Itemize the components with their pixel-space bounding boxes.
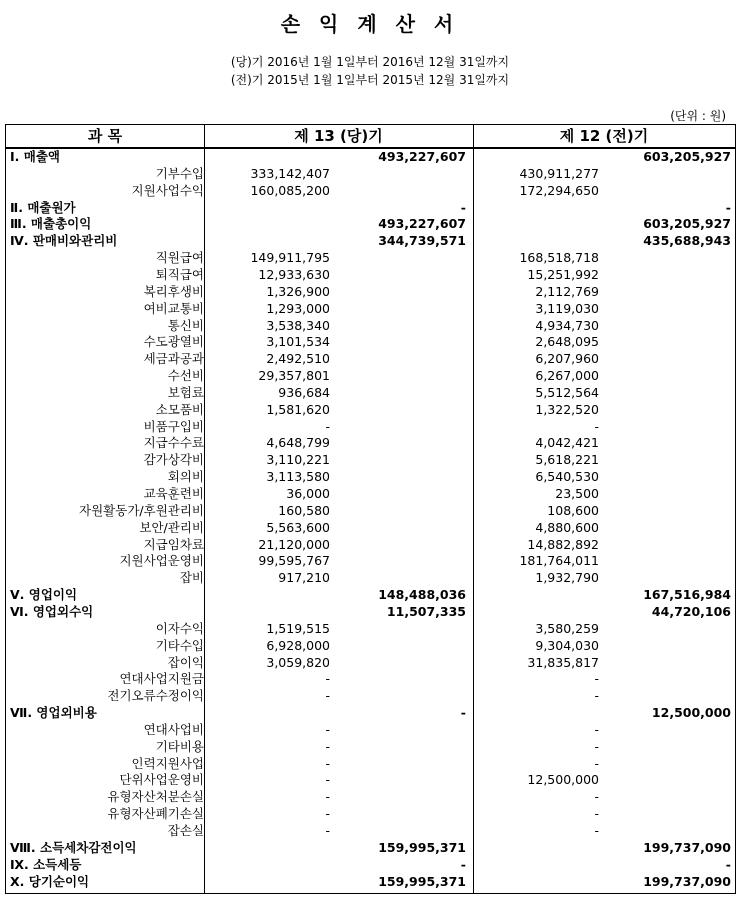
- prior-detail-amount: 1,932,790: [535, 570, 599, 586]
- account-item: 잡이익: [167, 654, 204, 670]
- current-detail-amount: -: [325, 789, 330, 805]
- prior-detail-amount: -: [594, 806, 599, 822]
- table-row: [6, 183, 735, 200]
- table-row: [6, 301, 735, 318]
- account-section: Ⅷ. 소득세차감전이익: [10, 839, 137, 855]
- current-total-amount: 11,507,335: [386, 603, 466, 619]
- prior-detail-amount: 168,518,718: [519, 250, 599, 266]
- account-item: 유형자산폐기손실: [107, 806, 204, 822]
- account-item: 보험료: [167, 384, 204, 400]
- current-detail-amount: -: [325, 721, 330, 737]
- table-row: [6, 486, 735, 503]
- current-detail-amount: 99,595,767: [258, 553, 330, 569]
- table-row: [6, 570, 735, 587]
- account-item: 자원활동가/후원관리비: [79, 502, 204, 518]
- account-item: 감가상각비: [143, 452, 204, 468]
- table-row: [6, 368, 735, 385]
- prior-detail-amount: 2,648,095: [535, 334, 599, 350]
- account-item: 교육훈련비: [143, 486, 204, 501]
- current-total-amount: 148,488,036: [378, 587, 466, 603]
- current-detail-amount: 12,933,630: [258, 266, 330, 282]
- period-current: (당)기 2016년 1월 1일부터 2016년 12월 31일까지: [230, 55, 510, 69]
- header-current-period: 제 13 (당)기: [294, 127, 383, 145]
- account-item: 잡비: [179, 570, 204, 586]
- current-detail-amount: 1,293,000: [266, 300, 330, 316]
- prior-detail-amount: 4,880,600: [535, 519, 599, 535]
- account-item: 직원급여: [155, 250, 204, 266]
- prior-total-amount: 44,720,106: [651, 603, 731, 619]
- table-row: [6, 402, 735, 419]
- account-item: 비품구입비: [143, 418, 204, 434]
- table-row: [6, 216, 735, 233]
- account-section: Ⅴ. 영업이익: [10, 587, 78, 603]
- current-detail-amount: 2,492,510: [266, 351, 330, 367]
- current-total-amount: 493,227,607: [378, 149, 466, 164]
- table-row: [6, 638, 735, 655]
- prior-total-amount: 603,205,927: [643, 216, 731, 232]
- account-item: 연대사업비: [143, 721, 204, 737]
- statement-title: 손 익 계 산 서: [280, 12, 460, 36]
- header-prior-period: 제 12 (전)기: [559, 127, 649, 145]
- account-item: 지급수수료: [143, 435, 204, 451]
- current-detail-amount: 1,581,620: [266, 401, 330, 417]
- prior-total-amount: 435,688,943: [643, 233, 731, 249]
- account-section: Ⅵ. 영업외수익: [10, 603, 94, 619]
- prior-detail-amount: 12,500,000: [527, 772, 599, 788]
- account-item: 보안/관리비: [139, 519, 204, 535]
- current-total-amount: 159,995,371: [378, 839, 466, 855]
- table-row: [6, 318, 735, 335]
- account-item: 세금과공과: [143, 351, 204, 367]
- current-total-amount: 344,739,571: [378, 233, 466, 249]
- account-item: 퇴직급여: [155, 266, 204, 282]
- table-row: [6, 351, 735, 368]
- current-detail-amount: -: [325, 418, 330, 434]
- table-row: [6, 452, 735, 469]
- current-detail-amount: -: [325, 671, 330, 687]
- current-detail-amount: 160,085,200: [250, 182, 330, 198]
- table-row: [6, 840, 735, 857]
- table-row: [6, 874, 735, 891]
- table-row: [6, 520, 735, 537]
- current-detail-amount: -: [325, 806, 330, 822]
- table-row: [6, 739, 735, 756]
- prior-detail-amount: 172,294,650: [519, 182, 599, 198]
- prior-detail-amount: -: [594, 755, 599, 771]
- account-item: 유형자산처분손실: [107, 789, 204, 805]
- table-row: [6, 857, 735, 874]
- current-detail-amount: -: [325, 772, 330, 788]
- table-row: [6, 503, 735, 520]
- prior-detail-amount: 9,304,030: [535, 637, 599, 653]
- account-item: 전기오류수정이익: [107, 688, 204, 704]
- current-detail-amount: 5,563,600: [266, 519, 330, 535]
- account-item: 수도광열비: [143, 334, 204, 350]
- header-account: 과 목: [87, 127, 123, 145]
- table-row: [6, 469, 735, 486]
- current-detail-amount: -: [325, 755, 330, 771]
- table-row: [6, 166, 735, 183]
- unit-label: (단위 : 원): [670, 109, 726, 123]
- prior-detail-amount: 23,500: [555, 486, 599, 501]
- prior-detail-amount: 3,119,030: [535, 300, 599, 316]
- current-total-amount: -: [460, 856, 466, 872]
- table-row: [6, 334, 735, 351]
- prior-detail-amount: 181,764,011: [519, 553, 599, 569]
- prior-total-amount: 199,737,090: [643, 839, 731, 855]
- current-detail-amount: 3,538,340: [266, 317, 330, 333]
- prior-detail-amount: -: [594, 823, 599, 838]
- current-detail-amount: 917,210: [278, 570, 330, 586]
- current-total-amount: -: [460, 199, 466, 215]
- table-row: [6, 806, 735, 823]
- period-prior: (전)기 2015년 1월 1일부터 2015년 12월 31일까지: [230, 73, 510, 87]
- current-detail-amount: 21,120,000: [258, 536, 330, 552]
- current-detail-amount: 36,000: [286, 486, 330, 501]
- current-detail-amount: -: [325, 823, 330, 838]
- account-item: 연대사업지원금: [119, 671, 204, 687]
- current-detail-amount: 160,580: [278, 502, 330, 518]
- current-detail-amount: 29,357,801: [258, 368, 330, 384]
- current-total-amount: 493,227,607: [378, 216, 466, 232]
- account-section: Ⅶ. 영업외비용: [10, 705, 97, 721]
- account-section: Ⅹ. 당기순이익: [10, 873, 90, 889]
- prior-detail-amount: 4,934,730: [535, 317, 599, 333]
- table-row: [6, 284, 735, 301]
- table-row: [6, 604, 735, 621]
- prior-detail-amount: -: [594, 789, 599, 805]
- current-detail-amount: -: [325, 738, 330, 754]
- prior-detail-amount: 14,882,892: [527, 536, 599, 552]
- table-row: [6, 671, 735, 688]
- prior-detail-amount: -: [594, 671, 599, 687]
- current-total-amount: 159,995,371: [378, 873, 466, 889]
- prior-total-amount: -: [725, 856, 731, 872]
- prior-detail-amount: -: [594, 688, 599, 704]
- current-detail-amount: 149,911,795: [250, 250, 330, 266]
- table-row: [6, 655, 735, 672]
- account-item: 기타비용: [155, 738, 204, 754]
- table-row: [6, 688, 735, 705]
- account-item: 기타수입: [155, 637, 204, 653]
- account-item: 잡손실: [167, 823, 204, 838]
- table-row: [6, 537, 735, 554]
- prior-detail-amount: -: [594, 418, 599, 434]
- account-item: 회의비: [167, 469, 204, 485]
- current-detail-amount: 3,113,580: [266, 469, 330, 485]
- prior-detail-amount: -: [594, 721, 599, 737]
- account-section: Ⅱ. 매출원가: [10, 199, 76, 215]
- account-item: 통신비: [167, 317, 204, 333]
- prior-total-amount: 167,516,984: [643, 587, 731, 603]
- account-item: 여비교통비: [143, 300, 204, 316]
- current-detail-amount: 1,519,515: [266, 620, 330, 636]
- table-row: [6, 587, 735, 604]
- current-detail-amount: 3,110,221: [266, 452, 330, 468]
- current-detail-amount: 3,059,820: [266, 654, 330, 670]
- account-section: Ⅳ. 판매비와관리비: [10, 233, 118, 249]
- prior-total-amount: 199,737,090: [643, 873, 731, 889]
- current-total-amount: -: [460, 705, 466, 721]
- current-detail-amount: 333,142,407: [250, 165, 330, 181]
- table-row: [6, 553, 735, 570]
- table-row: [6, 621, 735, 638]
- prior-detail-amount: 5,618,221: [535, 452, 599, 468]
- prior-detail-amount: 15,251,992: [527, 266, 599, 282]
- account-section: Ⅲ. 매출총이익: [10, 216, 92, 232]
- table-header: [6, 125, 735, 149]
- account-item: 지급임차료: [143, 536, 204, 552]
- current-detail-amount: 3,101,534: [266, 334, 330, 350]
- prior-detail-amount: 108,600: [547, 502, 599, 518]
- table-row: [6, 435, 735, 452]
- account-item: 기부수입: [155, 165, 204, 181]
- prior-total-amount: -: [725, 199, 731, 215]
- current-detail-amount: 1,326,900: [266, 283, 330, 299]
- current-detail-amount: 936,684: [278, 384, 330, 400]
- prior-detail-amount: 4,042,421: [535, 435, 599, 451]
- account-item: 지원사업수익: [131, 182, 204, 198]
- prior-detail-amount: 6,267,000: [535, 368, 599, 384]
- account-item: 수선비: [167, 368, 204, 384]
- current-detail-amount: 4,648,799: [266, 435, 330, 451]
- account-section: Ⅸ. 소득세등: [10, 856, 82, 872]
- account-item: 인력지원사업: [131, 755, 204, 771]
- table-row: [6, 419, 735, 436]
- account-item: 단위사업운영비: [119, 772, 204, 788]
- table-row: [6, 233, 735, 250]
- table-row: [6, 722, 735, 739]
- table-row: [6, 267, 735, 284]
- current-detail-amount: 6,928,000: [266, 637, 330, 653]
- prior-detail-amount: 2,112,769: [535, 283, 599, 299]
- prior-detail-amount: 1,322,520: [535, 401, 599, 417]
- account-item: 지원사업운영비: [119, 553, 204, 569]
- prior-detail-amount: -: [594, 738, 599, 754]
- table-row: [6, 149, 735, 166]
- prior-detail-amount: 5,512,564: [535, 384, 599, 400]
- table-row: [6, 756, 735, 773]
- prior-total-amount: 603,205,927: [643, 149, 731, 164]
- account-item: 소모품비: [155, 401, 204, 417]
- prior-detail-amount: 430,911,277: [519, 165, 599, 181]
- prior-detail-amount: 6,207,960: [535, 351, 599, 367]
- table-row: [6, 385, 735, 402]
- table-row: [6, 772, 735, 789]
- prior-total-amount: 12,500,000: [651, 705, 731, 721]
- table-row: [6, 705, 735, 722]
- prior-detail-amount: 3,580,259: [535, 620, 599, 636]
- prior-detail-amount: 31,835,817: [527, 654, 599, 670]
- table-row: [6, 789, 735, 806]
- table-row: [6, 823, 735, 840]
- account-item: 이자수익: [155, 620, 204, 636]
- table-row: [6, 200, 735, 217]
- table-row: [6, 250, 735, 267]
- current-detail-amount: -: [325, 688, 330, 704]
- income-statement-table: [5, 124, 736, 894]
- account-item: 복리후생비: [143, 283, 204, 299]
- prior-detail-amount: 6,540,530: [535, 469, 599, 485]
- account-section: Ⅰ. 매출액: [10, 149, 60, 164]
